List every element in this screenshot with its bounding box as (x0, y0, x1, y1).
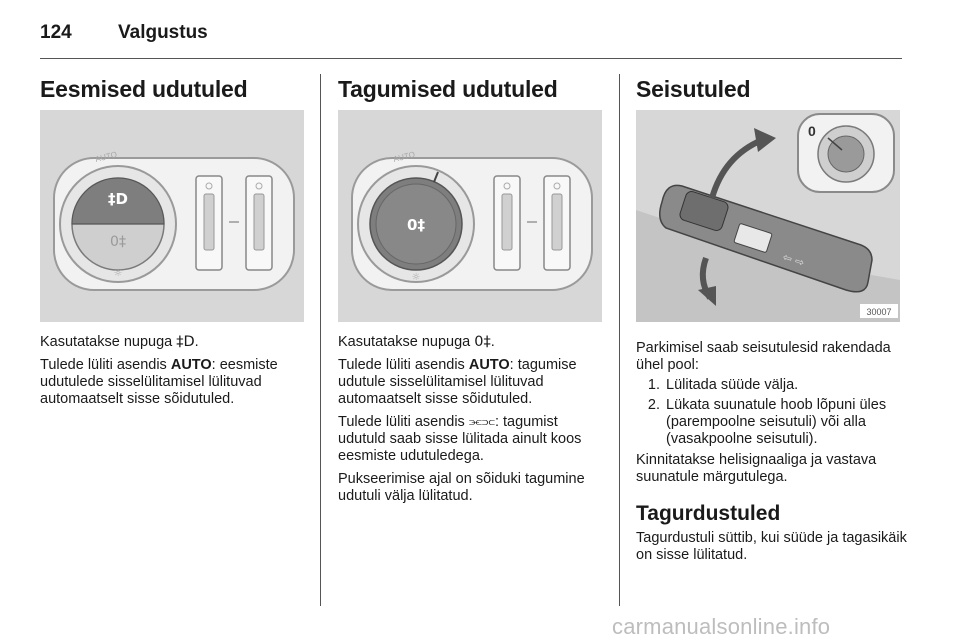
paragraph: Pukseerimise ajal on sõiduki tagumine udutuli välja lülitatud. (338, 471, 585, 504)
figure-turn-signal-lever (636, 110, 900, 322)
sun-icon: ☼ (411, 272, 421, 283)
steps-list (636, 377, 908, 448)
page-number: 124 (40, 22, 72, 43)
column-divider (619, 74, 620, 606)
chapter-title: Valgustus (118, 22, 208, 43)
section-title: Eesmised udutuled (40, 76, 248, 102)
column-divider (320, 74, 321, 606)
paragraph: Kinnitatakse helisignaaliga ja vastava suunatule märgutulega. (636, 452, 877, 485)
subsection-title: Tagurdustuled (636, 502, 781, 525)
column-front-fog (40, 74, 304, 407)
light-switch-illustration (338, 110, 602, 322)
low-beam-icon: ⫘⫗ (468, 414, 495, 430)
arrow-up-icon (754, 128, 776, 152)
paragraph: Tulede lüliti asendis AUTO: eesmiste udutulede sisselülitamisel lülituvad automaatselt sisse sõidutuled. (40, 357, 278, 407)
header-rule (40, 58, 902, 59)
section-body (636, 340, 908, 564)
section-title: Seisutuled (636, 76, 751, 102)
paragraph: Tagurdustuli süttib, kui süüde ja tagasikäik on sisse lülitatud. (636, 530, 907, 563)
figure-code: 30007 (866, 307, 892, 317)
paragraph: Parkimisel saab seisutulesid rakendada ühel pool: (636, 340, 891, 373)
rear-fog-icon: 0‡ (474, 334, 491, 350)
column-rear-fog (338, 74, 606, 504)
page-header (40, 18, 902, 62)
front-fog-icon: ‡D (108, 190, 128, 208)
section-title: Tagumised udutuled (338, 76, 558, 102)
list-item: 2. Lükata suunatule hoob lõpuni üles (parempoolne seisutuli) või alla (vasakpoolne seisutuli). (647, 397, 887, 447)
paragraph: Kasutatakse nupuga 0‡. (338, 334, 495, 350)
ignition-off-label: 0 (808, 123, 816, 139)
watermark: carmanualsonline.info (612, 614, 831, 639)
column-parking-lights (636, 74, 908, 563)
figure-light-switch-front (40, 110, 304, 322)
sun-icon: ☼ (113, 268, 123, 279)
light-switch-illustration (40, 110, 304, 322)
front-fog-icon: ‡D (176, 334, 195, 350)
paragraph: Tulede lüliti asendis AUTO: tagumise udutule sisselülitamisel lülituvad automaatselt sisse sõidutuled. (338, 357, 577, 407)
paragraph: Tulede lüliti asendis ⫘⫗: tagumist udutuld saab sisse lülitada ainult koos eesmiste udutuledega. (338, 414, 582, 464)
section-body (338, 334, 608, 505)
auto-label: AUTO (392, 149, 416, 164)
rear-fog-icon: 0‡ (110, 234, 126, 250)
paragraph: Kasutatakse nupuga ‡D. (40, 334, 199, 350)
list-item: 1. Lülitada süüde välja. (647, 377, 799, 393)
turn-arrows-icon: ⇦ ⇨ (781, 250, 806, 270)
auto-label: AUTO (94, 149, 118, 164)
section-body (40, 334, 306, 408)
figure-light-switch-rear (338, 110, 602, 322)
lever-illustration (636, 110, 900, 322)
rear-fog-icon: 0‡ (407, 216, 425, 234)
